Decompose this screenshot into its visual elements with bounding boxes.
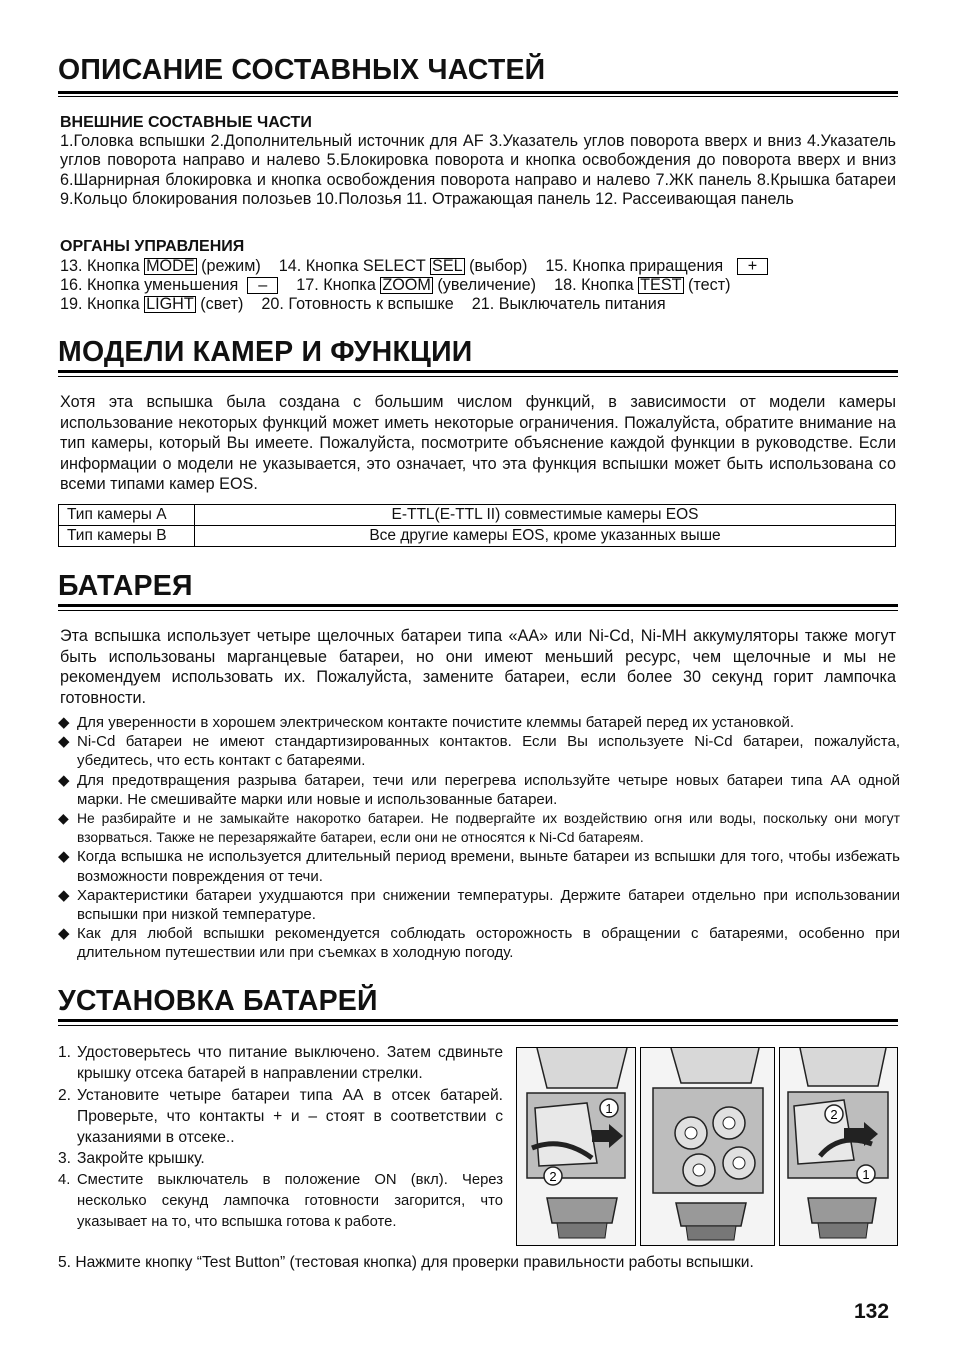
camera-desc-cell: E-TTL(E-TTL II) совместимые камеры EOS — [195, 505, 896, 526]
battery-section-title: БАТАРЕЯ — [58, 570, 193, 602]
camera-desc-cell: Все другие камеры EOS, кроме указанных выше — [195, 526, 896, 547]
table-row — [59, 526, 896, 547]
section-rule — [58, 91, 898, 94]
camera-type-table — [58, 504, 896, 547]
control-18: 18. Кнопка TEST (тест) — [554, 276, 731, 294]
install-section-title: УСТАНОВКА БАТАРЕЙ — [58, 985, 378, 1017]
control-16: 16. Кнопка уменьшения – — [60, 276, 278, 294]
list-item: 2. Установите четыре батареи типа АА в отсек батарей. Проверьте, что контакты + и – стоят в соответствии с указаниями в отсеке.. — [58, 1086, 503, 1147]
section-rule — [58, 610, 898, 611]
step-marker-1: 1 — [862, 1167, 870, 1182]
list-item: ◆ Для уверенности в хорошем электрическом контакте почистите клеммы батарей перед их установкой. — [58, 714, 795, 731]
section-rule — [58, 604, 898, 607]
step-marker-2: 2 — [830, 1107, 838, 1122]
control-15: 15. Кнопка приращения + — [545, 257, 768, 275]
diamond-bullet-icon: ◆ — [58, 848, 70, 866]
batteries-inserted-illustration — [640, 1047, 775, 1246]
list-item: ◆ Не разбирайте и не замыкайте накоротко батареи. Не подвергайте их воздействию огня или воды, поскольку они могут взорваться. Также не перезаряжайте батареи, если они не относятся к Ni-Cd батареям. — [58, 810, 900, 846]
section-rule — [58, 1019, 898, 1022]
diamond-bullet-icon: ◆ — [58, 714, 70, 731]
diamond-bullet-icon: ◆ — [58, 733, 70, 751]
list-item: ◆ Для предотвращения разрыва батареи, течи или перегрева используйте четыре новых батареи типа АА одной марки. Не смешивайте марки или новые и использованные батареи. — [58, 771, 900, 808]
battery-precautions-list — [58, 713, 900, 963]
diamond-bullet-icon: ◆ — [58, 810, 69, 827]
diamond-bullet-icon: ◆ — [58, 886, 70, 904]
minus-button-label: – — [247, 277, 278, 294]
list-item: ◆ Ni-Cd батареи не имеют стандартизированных контактов. Если Вы используете Ni-Cd батареи, пожалуйста, убедитесь, что есть контакт с батареями. — [58, 733, 900, 770]
controls-line-3 — [60, 295, 666, 314]
list-item: ◆ Когда вспышка не используется длительный период времени, выньте батареи из вспышки для того, чтобы избежать возможности повреждения от течи. — [58, 848, 900, 885]
external-parts-heading: ВНЕШНИЕ СОСТАВНЫЕ ЧАСТИ — [60, 114, 312, 131]
step-marker-1: 1 — [605, 1101, 613, 1116]
step-marker-2: 2 — [549, 1169, 557, 1184]
camera-type-cell: Тип камеры A — [59, 505, 195, 526]
list-item: 4. Сместите выключатель в положение ON (вкл). Через несколько секунд лампочка готовности загорится, что указывает на то, что вспышка готова к работе. — [58, 1171, 503, 1231]
section-rule — [58, 370, 898, 373]
control-13: 13. Кнопка MODE (режим) — [60, 257, 261, 275]
models-text: Хотя эта вспышка была создана с большим числом функций, в зависимости от модели камеры использование некоторых функций может иметь некоторые ограничения. Пожалуйста, обратите внимание на тип камеры, который Вы имеете. Пожалуйста, посмотрите объяснение каждой функции в руководстве. Если информации о модели не указывается, это означает, что эта функция вспышки может быть использована со всеми типами камер EOS. — [60, 393, 896, 494]
table-row — [59, 505, 896, 526]
list-item: ◆ Как для любой вспышки рекомендуется соблюдать осторожность в обращении с батареями, особенно при длительном путешествии или при съемках в холодную погоду. — [58, 925, 900, 962]
page-number: 132 — [854, 1300, 890, 1323]
control-21: 21. Выключатель питания — [471, 295, 666, 313]
list-item: 3. Закройте крышку. — [58, 1150, 205, 1168]
flash-illustration-close — [780, 1048, 897, 1245]
battery-cover-open-illustration — [516, 1047, 636, 1246]
control-19: 19. Кнопка LIGHT (свет) — [60, 295, 244, 313]
sel-button-label: SEL — [432, 257, 463, 275]
battery-text: Эта вспышка использует четыре щелочных батареи типа «АА» или Ni-Cd, Ni-MH аккумуляторы также могут быть использованы марганцевые батареи, но они имеют меньший ресурс, чем щелочные и мы не рекомендуем использовать их. Пожалуйста, замените батареи, если более 30 секунд горит лампочка готовности. — [60, 627, 896, 707]
list-item: 1. Удостоверьтесь что питание выключено. Затем сдвиньте крышку отсека батарей в направлении стрелки. — [58, 1044, 503, 1083]
external-parts-text: 1.Головка вспышки 2.Дополнительный источник для AF 3.Указатель углов поворота вверх и вниз 4.Указатель углов поворота направо и налево 5.Блокировка поворота и кнопка освобождения до поворота вверх и вниз 6.Шарнирная блокировка и кнопка освобождения поворота направо и налево 7.ЖК панель 8.Крышка батареи 9.Кольцо блокирования полозьев 10.Полозья 11. Отражающая панель 12. Рассеивающая панель — [60, 132, 896, 208]
section-rule — [58, 376, 898, 377]
install-step-5: 5. Нажмите кнопку “Test Button” (тестовая кнопка) для проверки правильности работы вспышки. — [58, 1254, 754, 1271]
parts-section-title: ОПИСАНИЕ СОСТАВНЫХ ЧАСТЕЙ — [58, 54, 546, 86]
list-item: ◆ Характеристики батареи ухудшаются при снижении температуры. Держите батареи отдельно при использовании вспышки при низкой температуре. — [58, 886, 900, 924]
controls-heading: ОРГАНЫ УПРАВЛЕНИЯ — [60, 238, 245, 255]
light-button-label: LIGHT — [146, 295, 194, 313]
install-steps-list — [58, 1042, 503, 1234]
camera-type-cell: Тип камеры B — [59, 526, 195, 547]
mode-button-label: MODE — [146, 257, 195, 275]
section-rule — [58, 96, 898, 97]
plus-button-label: + — [737, 258, 768, 275]
zoom-button-label: ZOOM — [382, 276, 431, 294]
flash-illustration-open — [517, 1048, 635, 1245]
diamond-bullet-icon: ◆ — [58, 925, 70, 943]
battery-cover-close-illustration — [779, 1047, 898, 1246]
control-14: 14. Кнопка SELECT SEL (выбор) — [278, 257, 528, 275]
diamond-bullet-icon: ◆ — [58, 771, 70, 789]
section-rule — [58, 1025, 898, 1026]
control-17: 17. Кнопка ZOOM (увеличение) — [296, 276, 537, 294]
test-button-label: TEST — [640, 276, 682, 294]
control-20: 20. Готовность к вспышке — [261, 295, 454, 313]
controls-line-2 — [60, 276, 731, 295]
controls-line-1 — [60, 257, 768, 276]
models-section-title: МОДЕЛИ КАМЕР И ФУНКЦИИ — [58, 336, 473, 368]
flash-illustration-batteries — [641, 1048, 774, 1245]
